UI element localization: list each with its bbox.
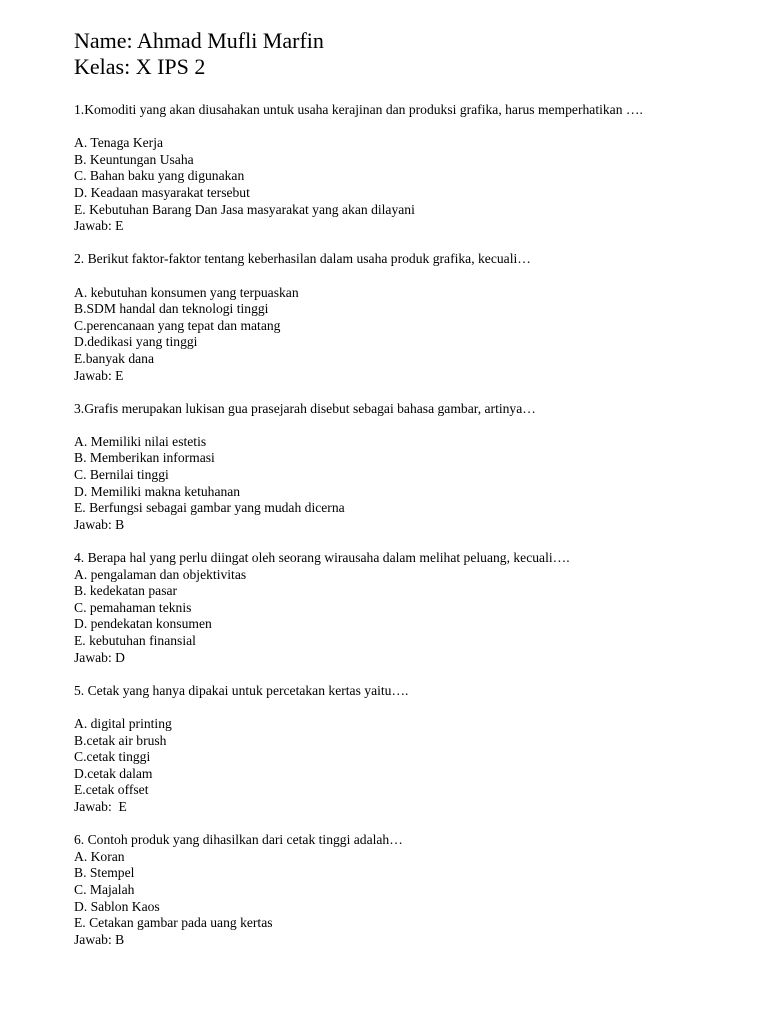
document-header: [74, 28, 728, 80]
question-list: [74, 102, 728, 948]
option-item: D.dedikasi yang tinggi: [74, 334, 198, 350]
option-item: E. kebutuhan finansial: [74, 633, 196, 648]
option-item: C. Majalah: [74, 881, 135, 897]
question-2: [74, 251, 728, 384]
option-item: E. Kebutuhan Barang Dan Jasa masyarakat yang akan dilayani: [74, 201, 415, 217]
option-item: B. Keuntungan Usaha: [74, 151, 194, 167]
option-item: C. pemahaman teknis: [74, 599, 192, 615]
question-spacer: [74, 699, 728, 716]
answer-line: Jawab: B: [74, 516, 125, 532]
option-item: D.cetak dalam: [74, 765, 153, 781]
option-item: D. Keadaan masyarakat tersebut: [74, 184, 250, 200]
option-list: [74, 285, 728, 368]
question-4: [74, 550, 728, 666]
option-item: A. Tenaga Kerja: [74, 135, 164, 151]
option-item: C.perencanaan yang tepat dan matang: [74, 317, 281, 333]
student-name: Name: Ahmad Mufli Marfin: [74, 28, 324, 53]
question-3: [74, 401, 728, 534]
option-list: [74, 849, 728, 932]
question-5: [74, 683, 728, 816]
option-item: A. Memiliki nilai estetis: [74, 433, 207, 449]
option-item: E.cetak offset: [74, 782, 149, 798]
option-item: C. Bahan baku yang digunakan: [74, 168, 245, 184]
option-item: D. Sablon Kaos: [74, 898, 160, 914]
option-item: E. Cetakan gambar pada uang kertas: [74, 915, 273, 931]
question-text: 2. Berikut faktor-faktor tentang keberhasilan dalam usaha produk grafika, kecuali…: [74, 251, 531, 267]
question-spacer: [74, 268, 728, 285]
option-list: [74, 434, 728, 517]
option-item: B. Stempel: [74, 865, 135, 881]
option-item: B.SDM handal dan teknologi tinggi: [74, 301, 269, 317]
question-text: 1.Komoditi yang akan diusahakan untuk usaha kerajinan dan produksi grafika, harus memperhatikan ….: [74, 102, 643, 117]
option-list: [74, 567, 728, 650]
option-item: B. kedekatan pasar: [74, 583, 178, 599]
option-item: E. Berfungsi sebagai gambar yang mudah dicerna: [74, 500, 345, 516]
answer-line: Jawab: E: [74, 218, 124, 234]
option-item: A. pengalaman dan objektivitas: [74, 566, 247, 582]
question-1: [74, 102, 728, 235]
option-item: D. Memiliki makna ketuhanan: [74, 483, 241, 499]
option-item: A. kebutuhan konsumen yang terpuaskan: [74, 284, 299, 300]
question-text: 4. Berapa hal yang perlu diingat oleh seorang wirausaha dalam melihat peluang, kecuali….: [74, 550, 570, 566]
question-text: 3.Grafis merupakan lukisan gua prasejarah disebut sebagai bahasa gambar, artinya…: [74, 400, 536, 416]
answer-line: Jawab: B: [74, 931, 125, 947]
question-text: 5. Cetak yang hanya dipakai untuk percetakan kertas yaitu….: [74, 682, 409, 698]
option-item: A. digital printing: [74, 715, 172, 731]
question-spacer: [74, 119, 728, 136]
option-list: [74, 716, 728, 799]
student-class: Kelas: X IPS 2: [74, 54, 206, 79]
answer-line: Jawab: E: [74, 798, 127, 814]
option-item: B. Memberikan informasi: [74, 450, 215, 466]
option-item: C.cetak tinggi: [74, 749, 151, 765]
option-item: C. Bernilai tinggi: [74, 467, 169, 483]
answer-line: Jawab: D: [74, 649, 125, 665]
option-item: E.banyak dana: [74, 350, 155, 366]
question-spacer: [74, 417, 728, 434]
answer-line: Jawab: E: [74, 367, 124, 383]
question-text: 6. Contoh produk yang dihasilkan dari cetak tinggi adalah…: [74, 832, 403, 848]
option-list: [74, 135, 728, 218]
question-6: [74, 832, 728, 948]
option-item: B.cetak air brush: [74, 732, 167, 748]
option-item: A. Koran: [74, 848, 125, 864]
option-item: D. pendekatan konsumen: [74, 616, 212, 632]
